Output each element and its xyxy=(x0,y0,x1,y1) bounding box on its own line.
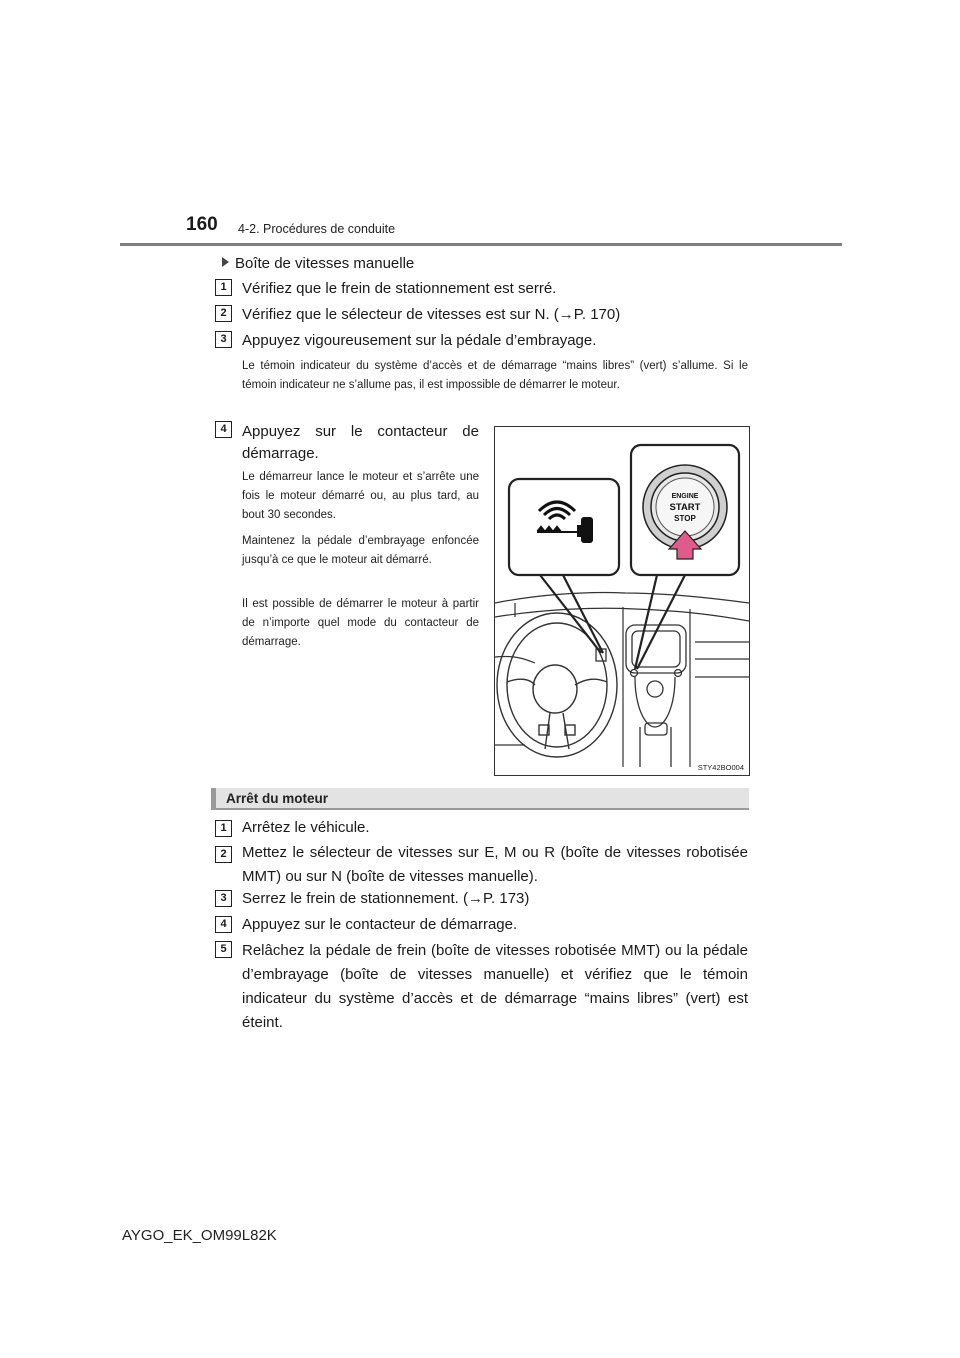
triangle-bullet-icon xyxy=(222,257,229,267)
section-title: 4-2. Procédures de conduite xyxy=(238,222,396,236)
engine-stop-section-header xyxy=(211,788,749,810)
step-badge-1: 1 xyxy=(215,279,232,296)
button-label-engine: ENGINE xyxy=(671,493,699,500)
stop-step-5-text: Relâchez la pédale de frein (boîte de vitesses robotisée MMT) ou la pédale d’embrayage (boîte de vitesses manuelle) et vérifiez que le témoin indicateur du système d’accès et de démarrage “mains libres” (vert) est éteint. xyxy=(242,942,748,1031)
steering-wheel-icon xyxy=(497,613,617,757)
start-step-4-text-line2: démarrage. xyxy=(242,445,319,462)
manual-gearbox-heading xyxy=(222,255,414,272)
stop-step-1-text: Arrêtez le véhicule. xyxy=(242,819,370,836)
start-step-1-text: Vérifiez que le frein de stationnement est serré. xyxy=(242,280,557,297)
callout-lines xyxy=(540,575,685,669)
button-label-start: START xyxy=(669,502,701,513)
engine-stop-heading: Arrêt du moteur xyxy=(226,791,329,806)
figure-code: STY42BO004 xyxy=(697,763,744,772)
stop-step-badge-5: 5 xyxy=(215,941,232,958)
step-badge-3: 3 xyxy=(215,331,232,348)
manual-gearbox-heading-text: Boîte de vitesses manuelle xyxy=(235,255,415,272)
start-step-3-text: Appuyez vigoureusement sur la pédale d’embrayage. xyxy=(242,332,597,349)
stop-step-badge-4: 4 xyxy=(215,916,232,933)
stop-step-2-text: Mettez le sélecteur de vitesses sur E, M ou R (boîte de vitesses robotisée MMT) ou sur N (boîte de vitesses manuelle). xyxy=(242,844,748,885)
engine-start-illustration xyxy=(494,426,750,776)
start-step-2-text: Vérifiez que le sélecteur de vitesses est sur N. (→P. 170) xyxy=(242,306,621,323)
start-step-4-note-2: Maintenez la pédale d’embrayage enfoncée jusqu’à ce que le moteur ait démarré. xyxy=(242,535,479,566)
manual-code-footer: AYGO_EK_OM99L82K xyxy=(122,1227,277,1244)
start-step-4-note-3: Il est possible de démarrer le moteur à partir de n’importe quel mode du contacteur de démarrage. xyxy=(242,598,479,648)
start-step-3-note: Le témoin indicateur du système d’accès et de démarrage “mains libres” (vert) s’allume. Si le témoin indicateur ne s’allume pas, il est impossible de démarrer le moteur. xyxy=(242,360,748,391)
stop-step-badge-1: 1 xyxy=(215,820,232,837)
center-console xyxy=(626,625,686,767)
header-divider xyxy=(120,243,842,246)
button-label-stop: STOP xyxy=(674,514,696,523)
step-badge-2: 2 xyxy=(215,305,232,322)
indicator-callout-box xyxy=(509,479,619,575)
dashboard-drawing xyxy=(495,427,749,775)
step-badge-4: 4 xyxy=(215,421,232,438)
start-step-4-note-1: Le démarreur lance le moteur et s’arrête une fois le moteur démarré ou, au plus tard, au bout 30 secondes. xyxy=(242,471,479,521)
start-step-4-text-line1: Appuyez sur le contacteur de xyxy=(242,423,479,440)
stop-step-4-text: Appuyez sur le contacteur de démarrage. xyxy=(242,916,518,933)
page-number: 160 xyxy=(186,214,218,235)
stop-step-badge-3: 3 xyxy=(215,890,232,907)
stop-step-badge-2: 2 xyxy=(215,846,232,863)
stop-step-3-text: Serrez le frein de stationnement. (→P. 173) xyxy=(242,890,530,907)
